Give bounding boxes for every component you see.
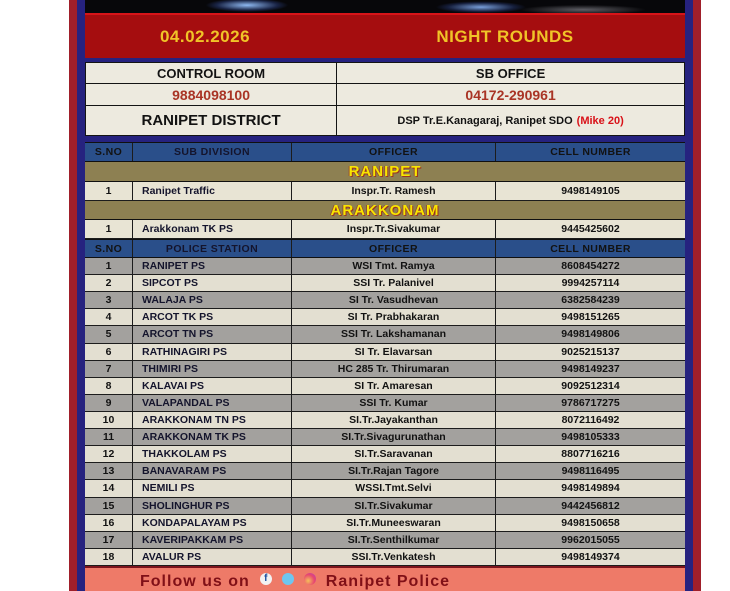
serial-number: 18 — [85, 549, 133, 565]
serial-number: 3 — [85, 292, 133, 308]
table-row — [85, 395, 685, 412]
station-name: RANIPET PS — [133, 258, 292, 274]
station-name: KAVERIPAKKAM PS — [133, 532, 292, 548]
officer-name: SI.Tr.Sivagurunathan — [292, 429, 496, 445]
contact-info-table — [85, 62, 685, 136]
cell-number: 9092512314 — [561, 379, 620, 392]
footer-handle-label: Ranipet Police — [325, 573, 451, 590]
serial-number: 9 — [85, 395, 133, 411]
station-name: ARAKKONAM TN PS — [133, 412, 292, 428]
table-row — [85, 309, 685, 326]
serial-number: 2 — [85, 275, 133, 291]
officer-name: WSSI.Tmt.Selvi — [292, 480, 496, 496]
station-name: ARCOT TN PS — [133, 326, 292, 342]
serial-number: 15 — [85, 498, 133, 514]
header-subdivision: SUB DIVISION — [133, 143, 292, 161]
serial-number: 5 — [85, 326, 133, 342]
officer-name: SI.Tr.Rajan Tagore — [292, 463, 496, 479]
header-officer: OFFICER — [292, 240, 496, 257]
facebook-icon: f — [260, 573, 272, 585]
officer-name: SI Tr. Amaresan — [292, 378, 496, 394]
table-row — [85, 326, 685, 343]
officer-name: SI.Tr.Senthilkumar — [292, 532, 496, 548]
officer-name: SI.Tr.Muneeswaran — [292, 515, 496, 531]
poster-inner-border — [77, 0, 693, 591]
page-title: NIGHT ROUNDS — [436, 26, 574, 46]
cell-number: 9445425602 — [561, 223, 620, 235]
table-row — [85, 361, 685, 378]
station-name: KALAVAI PS — [133, 378, 292, 394]
cell-number: 6382584239 — [561, 294, 620, 307]
cell-number: 9786717275 — [561, 396, 620, 409]
top-photo-strip — [85, 0, 685, 13]
officer-name: SSI.Tr.Venkatesh — [292, 549, 496, 565]
sb-office-number: 04172-290961 — [465, 86, 556, 103]
station-name: ARCOT TK PS — [133, 309, 292, 325]
dsp-name: DSP Tr.E.Kanagaraj, Ranipet SDO — [397, 114, 573, 127]
table-row — [85, 292, 685, 309]
table-row — [85, 220, 685, 239]
cell-number: 9498149894 — [561, 482, 620, 495]
cell-number: 9962015055 — [561, 533, 620, 546]
cell-number: 9498149105 — [561, 185, 620, 197]
dsp-info — [337, 106, 684, 135]
ranipet-section-rows — [85, 182, 685, 201]
table-row — [85, 480, 685, 497]
cell-number: 9498105333 — [561, 431, 620, 444]
station-name: AVALUR PS — [133, 549, 292, 565]
table-row — [85, 275, 685, 292]
police-station-table-header — [85, 239, 685, 258]
dsp-callsign: (Mike 20) — [576, 114, 624, 127]
officer-name: SI.Tr.Saravanan — [292, 446, 496, 462]
serial-number: 13 — [85, 463, 133, 479]
cell-number: 8072116492 — [561, 414, 620, 427]
follow-us-label: Follow us on — [140, 573, 250, 590]
officer-name: SI Tr. Vasudhevan — [292, 292, 496, 308]
station-name: SIPCOT PS — [133, 275, 292, 291]
officer-name: SI.Tr.Sivakumar — [292, 498, 496, 514]
social-footer — [85, 566, 685, 591]
sb-office-label: SB OFFICE — [475, 65, 546, 81]
station-name: NEMILI PS — [133, 480, 292, 496]
arakkonam-section-rows — [85, 220, 685, 239]
station-name: ARAKKONAM TK PS — [133, 429, 292, 445]
info-row-district — [86, 106, 684, 135]
table-row — [85, 378, 685, 395]
subdivision-table-header — [85, 142, 685, 162]
serial-number: 1 — [85, 258, 133, 274]
table-row — [85, 498, 685, 515]
control-room-label: CONTROL ROOM — [86, 63, 337, 83]
station-name: Ranipet Traffic — [133, 182, 292, 200]
section-band-ranipet: RANIPET — [85, 162, 685, 182]
cell-number: 9498150658 — [561, 516, 620, 529]
station-name: WALAJA PS — [133, 292, 292, 308]
station-name: RATHINAGIRI PS — [133, 344, 292, 360]
table-row — [85, 515, 685, 532]
officer-name: SSI Tr. Palanivel — [292, 275, 496, 291]
table-row — [85, 258, 685, 275]
serial-number: 16 — [85, 515, 133, 531]
station-name: KONDAPALAYAM PS — [133, 515, 292, 531]
cell-number: 9442456812 — [561, 499, 620, 512]
officer-name: SI Tr. Prabhakaran — [292, 309, 496, 325]
info-row-numbers — [86, 84, 684, 106]
table-row — [85, 412, 685, 429]
station-name: BANAVARAM PS — [133, 463, 292, 479]
officer-name: Inspr.Tr.Sivakumar — [292, 220, 496, 238]
title-band — [85, 13, 685, 58]
table-row — [85, 446, 685, 463]
control-room-number: 9884098100 — [86, 84, 337, 105]
serial-number: 11 — [85, 429, 133, 445]
cell-number: 9498149237 — [561, 362, 620, 375]
station-name: THIMIRI PS — [133, 361, 292, 377]
table-row — [85, 429, 685, 446]
twitter-icon — [282, 573, 294, 585]
poster-content — [85, 0, 685, 591]
station-name: THAKKOLAM PS — [133, 446, 292, 462]
cell-number: 9025215137 — [561, 345, 620, 358]
cell-number: 9994257114 — [561, 277, 620, 290]
date-label: 04.02.2026 — [159, 26, 251, 46]
cell-number: 9498149806 — [561, 328, 620, 341]
table-row — [85, 532, 685, 549]
officer-name: SI Tr. Elavarsan — [292, 344, 496, 360]
cell-number: 9498151265 — [561, 311, 620, 324]
serial-number: 12 — [85, 446, 133, 462]
header-sno: S.NO — [85, 143, 133, 161]
serial-number: 7 — [85, 361, 133, 377]
serial-number: 1 — [85, 220, 133, 238]
serial-number: 1 — [85, 182, 133, 200]
header-officer: OFFICER — [292, 143, 496, 161]
serial-number: 14 — [85, 480, 133, 496]
police-station-rows — [85, 258, 685, 566]
officer-name: Inspr.Tr. Ramesh — [292, 182, 496, 200]
header-police-station: POLICE STATION — [133, 240, 292, 257]
section-band-arakkonam: ARAKKONAM — [85, 201, 685, 220]
header-sno: S.NO — [85, 240, 133, 257]
station-name: SHOLINGHUR PS — [133, 498, 292, 514]
cell-number: 8807716216 — [561, 448, 620, 461]
officer-name: HC 285 Tr. Thirumaran — [292, 361, 496, 377]
serial-number: 6 — [85, 344, 133, 360]
officer-name: SI.Tr.Jayakanthan — [292, 412, 496, 428]
table-row — [85, 344, 685, 361]
serial-number: 17 — [85, 532, 133, 548]
cell-number: 8608454272 — [561, 260, 620, 273]
serial-number: 4 — [85, 309, 133, 325]
cell-number: 9498149374 — [561, 550, 620, 563]
header-cell-number: CELL NUMBER — [550, 146, 631, 158]
table-row — [85, 463, 685, 480]
night-rounds-poster — [69, 0, 701, 591]
table-row — [85, 182, 685, 201]
officer-name: SSI Tr. Lakshamanan — [292, 326, 496, 342]
serial-number: 8 — [85, 378, 133, 394]
table-row — [85, 549, 685, 566]
officer-name: WSI Tmt. Ramya — [292, 258, 496, 274]
station-name: Arakkonam TK PS — [133, 220, 292, 238]
serial-number: 10 — [85, 412, 133, 428]
station-name: VALAPANDAL PS — [133, 395, 292, 411]
cell-number: 9498116495 — [561, 465, 620, 478]
officer-name: SSI Tr. Kumar — [292, 395, 496, 411]
footer-content — [85, 568, 685, 591]
header-cell-number: CELL NUMBER — [550, 242, 631, 255]
district-label: RANIPET DISTRICT — [86, 106, 337, 135]
info-row-labels — [86, 63, 684, 84]
instagram-icon — [304, 573, 316, 585]
